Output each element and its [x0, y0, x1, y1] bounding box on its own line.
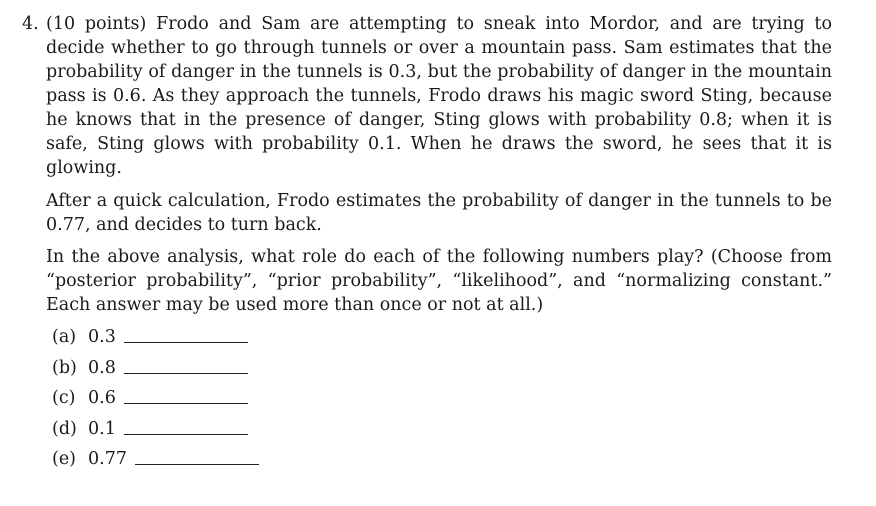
document-page — [22, 12, 832, 478]
answer-blank[interactable] — [124, 386, 248, 404]
option-label: (a) — [52, 327, 77, 347]
problem-intro: (10 points) Frodo and Sam are attempting to sneak into Mordor, and are trying to decide whether to go through tunnels or over a mountain pass. Sam estimates that the probability of danger in the tunnels is 0.3, but the probability of danger in the mountain pass is 0.6. As they approach the tunnels, Frodo draws his magic sword Sting, because he knows that in the presence of danger, Sting glows with probability 0.8; when it is safe, Sting glows with probability 0.1. When he draws the sword, he sees that it is glowing. — [46, 14, 832, 178]
answer-options — [46, 325, 832, 478]
problem-calculation: After a quick calculation, Frodo estimates the probability of danger in the tunnels to be 0.77, and decides to turn back. — [46, 191, 832, 235]
option-label: (c) — [52, 388, 76, 408]
option-b — [52, 356, 832, 387]
option-value: 0.77 — [88, 449, 127, 469]
problem-question: In the above analysis, what role do each of the following numbers play? (Choose from “posterior probability”, “prior probability”, “likelihood”, and “normalizing constant.” Each answer may be used more than once or not at all.) — [46, 247, 832, 315]
answer-blank[interactable] — [124, 325, 248, 343]
problem-4 — [22, 12, 832, 478]
option-e — [52, 447, 832, 478]
option-value: 0.3 — [88, 327, 116, 347]
option-label: (b) — [52, 357, 77, 378]
option-label: (e) — [52, 449, 77, 469]
option-a — [52, 325, 832, 356]
option-value: 0.1 — [88, 418, 116, 439]
problem-number: 4. — [22, 14, 39, 34]
option-label: (d) — [52, 418, 77, 439]
option-value: 0.8 — [88, 357, 116, 378]
answer-blank[interactable] — [135, 447, 259, 465]
option-d — [52, 417, 832, 448]
answer-blank[interactable] — [124, 417, 248, 435]
answer-blank[interactable] — [124, 356, 248, 374]
option-c — [52, 386, 832, 417]
option-value: 0.6 — [88, 388, 116, 408]
